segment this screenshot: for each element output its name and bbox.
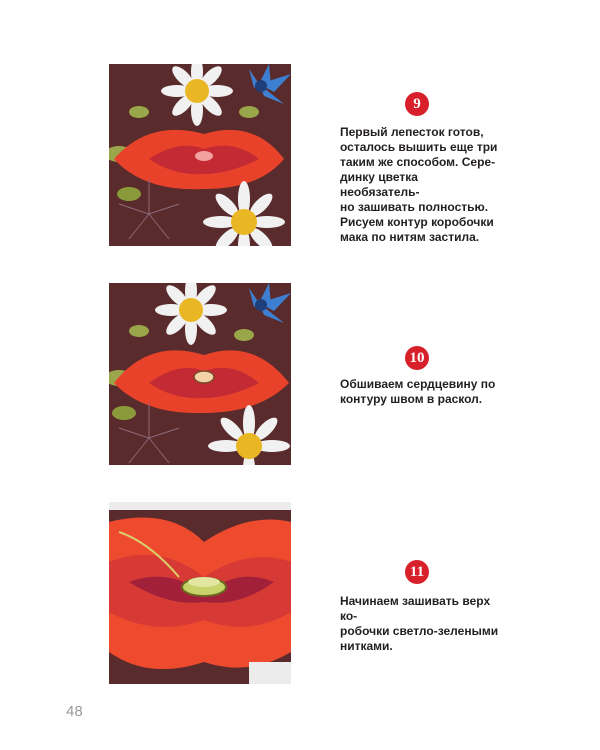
step-number-badge: 11	[405, 560, 429, 584]
embroidery-photo-step-10	[109, 283, 291, 465]
page-number: 48	[66, 703, 83, 720]
embroidery-photo-step-11	[109, 502, 291, 684]
step-instruction-text: Начинаем зашивать верх ко- робочки светло-зелеными нитками.	[340, 594, 499, 653]
step-number-badge: 10	[405, 346, 429, 370]
embroidery-photo-step-9	[109, 64, 291, 246]
step-instruction-text: Обшиваем сердцевину по контуру швом в раскол.	[340, 377, 496, 406]
step-instruction-text: Первый лепесток готов, осталось вышить еще три таким же способом. Сере- динку цветка необязатель- но зашивать полностью. Рисуем контур коробочки мака по нитям застила.	[340, 125, 498, 244]
step-number-badge: 9	[405, 92, 429, 116]
